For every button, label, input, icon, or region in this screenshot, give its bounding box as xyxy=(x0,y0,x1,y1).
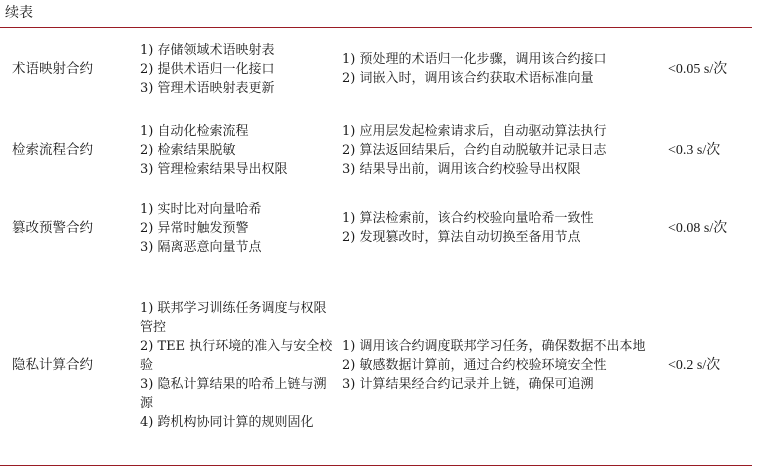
flow-list xyxy=(342,122,662,179)
list-item: 2) 算法返回结果后，合约自动脱敏并记录日志 xyxy=(342,142,607,158)
list-item: 3) 结果导出前，调用该合约校验导出权限 xyxy=(342,161,581,177)
table-row xyxy=(0,191,752,265)
flow-list xyxy=(342,50,662,88)
list-item: 1) 算法检索前，该合约校验向量哈希一致性 xyxy=(342,211,594,226)
list-item: 3) 管理术语映射表更新 xyxy=(140,80,275,96)
list-item: 2) 发现篡改时，算法自动切换至备用节点 xyxy=(342,230,581,245)
list-item: 2) 词嵌入时，调用该合约获取术语标准向量 xyxy=(342,71,594,86)
table-bottom-rule xyxy=(0,465,752,466)
performance-value: <0.05 s/次 xyxy=(668,61,728,77)
list-item: 1) 自动化检索流程 xyxy=(140,123,249,139)
flow-list xyxy=(342,209,662,247)
list-item: 3) 隔离恶意向量节点 xyxy=(140,239,262,255)
table-row xyxy=(0,265,752,465)
list-item: 1) 实时比对向量哈希 xyxy=(140,201,262,217)
table-row xyxy=(0,29,752,109)
contract-name: 篡改预警合约 xyxy=(12,219,93,236)
table-caption: 续表 xyxy=(5,5,33,21)
list-item: 1) 应用层发起检索请求后，自动驱动算法执行 xyxy=(342,123,607,139)
contract-name: 隐私计算合约 xyxy=(12,356,93,373)
list-item: 1) 存储领域术语映射表 xyxy=(140,42,275,58)
table-row xyxy=(0,109,752,191)
performance-value: <0.08 s/次 xyxy=(668,220,728,236)
table-top-rule xyxy=(0,27,752,28)
contract-table xyxy=(0,29,752,465)
list-item: 2) 检索结果脱敏 xyxy=(140,142,236,158)
list-item: 2) 提供术语归一化接口 xyxy=(140,61,275,77)
function-list xyxy=(140,122,338,179)
function-list xyxy=(140,299,338,432)
performance-value: <0.3 s/次 xyxy=(668,142,721,158)
list-item: 3) 隐私计算结果的哈希上链与溯源 xyxy=(140,376,327,411)
list-item: 1) 预处理的术语归一化步骤，调用该合约接口 xyxy=(342,52,607,67)
contract-name: 术语映射合约 xyxy=(12,60,93,77)
list-item: 1) 联邦学习训练任务调度与权限管控 xyxy=(140,300,327,335)
list-item: 4) 跨机构协同计算的规则固化 xyxy=(140,414,314,430)
list-item: 2) 异常时触发预警 xyxy=(140,220,249,236)
performance-value: <0.2 s/次 xyxy=(668,357,721,373)
list-item: 2) 敏感数据计算前，通过合约校验环境安全性 xyxy=(342,357,607,373)
flow-list xyxy=(342,337,662,394)
list-item: 3) 管理检索结果导出权限 xyxy=(140,161,288,177)
contract-name: 检索流程合约 xyxy=(12,141,93,158)
list-item: 1) 调用该合约调度联邦学习任务，确保数据不出本地 xyxy=(342,338,646,354)
list-item: 2) TEE 执行环境的准入与安全校验 xyxy=(140,338,333,373)
list-item: 3) 计算结果经合约记录并上链，确保可追溯 xyxy=(342,376,594,392)
function-list xyxy=(140,200,338,257)
function-list xyxy=(140,41,338,98)
